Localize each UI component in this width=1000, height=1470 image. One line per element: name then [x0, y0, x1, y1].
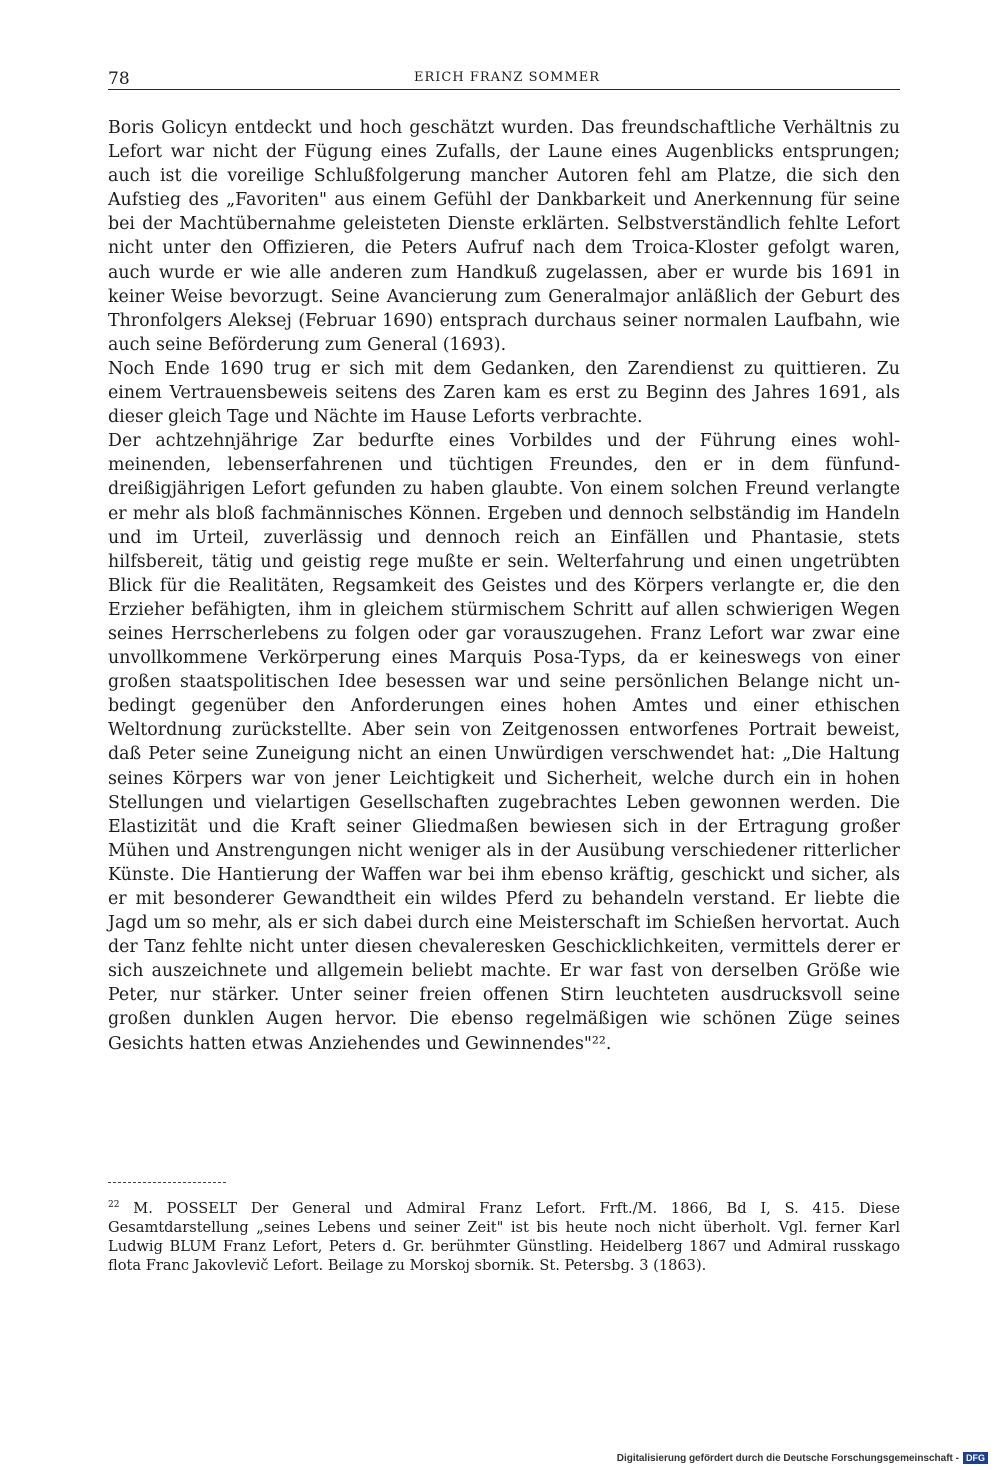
header-rule [108, 89, 900, 90]
running-head: ERICH FRANZ SOMMER [414, 70, 601, 85]
footnote-marker: 22 [108, 1200, 120, 1210]
dfg-credit [617, 1452, 988, 1464]
footnote [108, 1196, 900, 1276]
footnotes [108, 1196, 900, 1276]
paragraph: Der achtzehnjährige Zar bedurfte eines Vorbildes und der Führung eines wohlmeinenden, lebenserfahrenen und tüchtigen Freundes, den er in dem fünfunddreißigjährigen Lefort gefunden zu haben glaubte. Von einem solchen Freund verlangte er mehr als bloß fachmännisches Können. Ergeben und dennoch selbständig im Handeln und im Urteil, zuverlässig und dennoch reich an Einfällen und Phantasie, stets hilfsbereit, tätig und geistig rege mußte er sein. Welterfahrung und einen ungetrübten Blick für die Realitäten, Regsamkeit des Geistes und des Körpers verlangte er, die den Erzieher befähigten, ihm in gleichem stürmischem Schritt auf allen schwierigen Wegen seines Herrscherlebens zu folgen oder gar vorauszugehen. Franz Lefort war zwar eine unvollkommene Verkörperung eines Marquis Posa-Typs, da er keineswegs von einer großen staatspolitischen Idee besessen war und seine persönlichen Belange nicht unbedingt gegenüber den Anforderungen eines hohen Amtes und einer ethischen Weltordnung zurückstellte. Aber sein von Zeitgenossen entworfenes Portrait beweist, daß Peter seine Zuneigung nicht an einen Unwürdigen verschwendet hat: „Die Haltung seines Körpers war von jener Leichtigkeit und Sicherheit, welche durch ein in hohen Stellungen und vielartigen Gesellschaften zugebrachtes Leben gewonnen werden. Die Elastizität und die Kraft seiner Gliedmaßen bewiesen sich in der Ertragung großer Mühen und Anstrengungen nicht weniger als in der Ausübung verschiedener ritterlicher Künste. Die Hantierung der Waffen war bei ihm ebenso kräftig, geschickt und sicher, als er mit besonderer Gewandtheit ein wildes Pferd zu behandeln verstand. Er liebte die Jagd um so mehr, als er sich dabei durch eine Meisterschaft im Schießen hervortat. Auch der Tanz fehlte nicht unter diesen chevaleresken Geschicklichkeiten, vermittels derer er sich auszeichnete und allgemein beliebt machte. Er war fast von derselben Größe wie Peter, nur stärker. Unter seiner freien offenen Stirn leuchteten ausdrucksvoll seine großen dunklen Augen hervor. Die ebenso regelmäßigen wie schönen Züge seines Gesichts hatten etwas Anziehendes und Gewinnendes"²². [108, 431, 900, 1054]
footnote-rule [108, 1182, 226, 1183]
body-text [108, 116, 900, 1056]
credit-text: Digitalisierung gefördert durch die Deutsche Forschungsgemeinschaft - [616, 1452, 959, 1464]
paragraph: Boris Golicyn entdeckt und hoch geschätzt wurden. Das freundschaftliche Verhältnis zu Lefort war nicht der Fügung eines Zufalls, der Laune eines Augenblicks entsprungen; auch ist die voreilige Schlußfolgerung mancher Autoren fehl am Platze, die sich den Aufstieg des „Favoriten" aus einem Gefühl der Dankbarkeit und Anerkennung für seine bei der Machtübernahme geleisteten Dienste erklärten. Selbstverständlich fehlte Lefort nicht unter den Offizieren, die Peters Aufruf nach dem Troica-Kloster gefolgt waren, auch wurde er wie alle anderen zum Handkuß zugelassen, aber er wurde bis 1691 in keiner Weise bevorzugt. Seine Avancierung zum Generalmajor anläßlich der Geburt des Thronfolgers Aleksej (Februar 1690) entsprach durchaus seiner normalen Laufbahn, wie auch seine Beförderung zum General (1693). [108, 118, 900, 355]
dfg-logo: DFG [963, 1452, 988, 1464]
page-number: 78 [108, 69, 130, 89]
footnote-text: M. POSSELT Der General und Admiral Franz Lefort. Frft./M. 1866, Bd I, S. 415. Diese Gesamtdarstellung „seines Lebens und seiner Zeit" ist bis heute noch nicht überholt. Vgl. ferner Karl Ludwig BLUM Franz Lefort, Peters d. Gr. berühmter Günstling. Heidelberg 1867 und Admiral russkago flota Franc Jakovlevič Lefort. Beilage zu Morskoj sbornik. St. Petersbg. 3 (1863). [108, 1199, 900, 1275]
paragraph: Noch Ende 1690 trug er sich mit dem Gedanken, den Zarendienst zu quittieren. Zu einem Vertrauensbeweis seitens des Zaren kam es erst zu Beginn des Jahres 1691, als dieser gleich Tage und Nächte im Hause Leforts verbrachte. [108, 358, 900, 428]
